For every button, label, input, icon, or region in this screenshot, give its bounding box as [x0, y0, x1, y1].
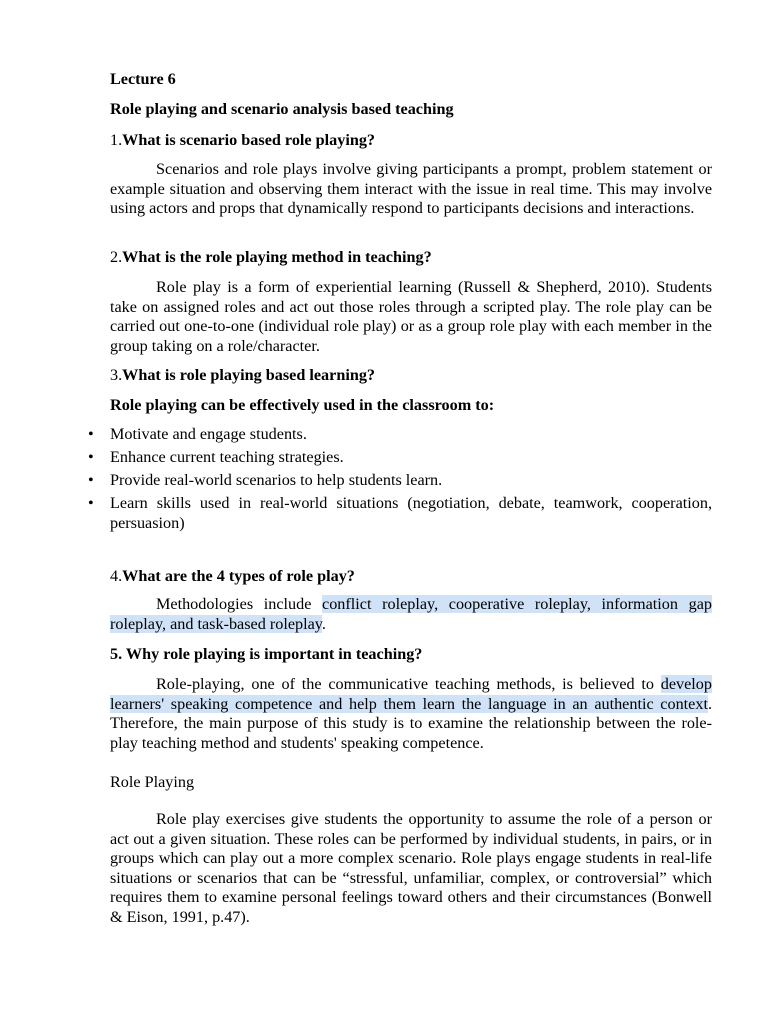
list-item — [88, 494, 712, 533]
question-4-text: What are the 4 types of role play? — [122, 567, 355, 585]
list-item — [88, 425, 712, 445]
question-3-heading — [110, 366, 712, 386]
question-2-text: What is the role playing method in teaching? — [122, 248, 432, 266]
paragraph-6: Role play exercises give students the opportunity to assume the role of a person or act out a given situation. These roles can be performed by individual students, in pairs, or in groups which can play out a more complex scenario. Role plays engage students in real-life situations or scenarios that can be “stressful, unfamiliar, complex, or controversial” which requires them to examine personal feelings toward others and their circumstances (Bonwell & Eison, 1991, p.47). — [110, 810, 712, 926]
lecture-title: Lecture 6 — [110, 70, 176, 88]
question-1-heading — [110, 131, 712, 151]
question-3-text: What is role playing based learning? — [122, 366, 376, 384]
bullet-marker: • — [88, 471, 94, 490]
question-1-number: 1. — [110, 131, 123, 149]
list-item-text: Enhance current teaching strategies. — [110, 448, 344, 467]
uses-list — [88, 425, 712, 533]
paragraph-5-tail: . Therefore, the main purpose of this study is to examine the relationship between the role-play teaching method and students' speaking competence. — [110, 694, 712, 752]
question-4-number: 4. — [110, 567, 123, 585]
question-2-heading — [110, 248, 712, 268]
paragraph-1: Scenarios and role plays involve giving participants a prompt, problem statement or example situation and observing them interact with the issue in real time. This may involve using actors and props that dynamically respond to participants decisions and interactions. — [110, 160, 712, 218]
document-title: Role playing and scenario analysis based teaching — [110, 100, 454, 118]
question-5-heading: 5. Why role playing is important in teaching? — [110, 645, 423, 663]
paragraph-4-tail: . — [321, 614, 326, 633]
paragraph-5 — [110, 675, 712, 753]
bullet-marker: • — [88, 494, 94, 513]
highlighted-text: conflict roleplay, cooperative roleplay, information gap roleplay, and task-based roleplay — [110, 595, 712, 633]
paragraph-4-lead: Methodologies include — [156, 595, 323, 613]
paragraph-2: Role play is a form of experiential learning (Russell & Shepherd, 2010). Students take on assigned roles and act out those roles through a scripted play. The role play can be carried out one-to-one (individual role play) or as a group role play with each member in the group taking on a role/character. — [110, 278, 712, 355]
highlighted-text: develop learners' speaking competence and help them learn the language in an authentic context — [110, 675, 712, 713]
paragraph-5-lead: Role-playing, one of the communicative teaching methods, is believed to — [156, 675, 661, 693]
list-item-text: Provide real-world scenarios to help students learn. — [110, 471, 443, 490]
question-3-number: 3. — [110, 366, 123, 384]
question-2-number: 2. — [110, 248, 123, 266]
bullet-marker: • — [88, 448, 94, 467]
question-4-heading — [110, 567, 712, 587]
list-item-text: Learn skills used in real-world situations (negotiation, debate, teamwork, cooperation, persuasion) — [110, 494, 712, 532]
paragraph-4 — [110, 595, 712, 634]
uses-heading: Role playing can be effectively used in the classroom to: — [110, 396, 495, 414]
list-item-text: Motivate and engage students. — [110, 425, 307, 443]
role-playing-subheading: Role Playing — [110, 773, 195, 791]
question-1-text: What is scenario based role playing? — [122, 131, 376, 149]
list-item — [88, 448, 712, 468]
list-item — [88, 471, 712, 491]
bullet-marker: • — [88, 425, 94, 443]
